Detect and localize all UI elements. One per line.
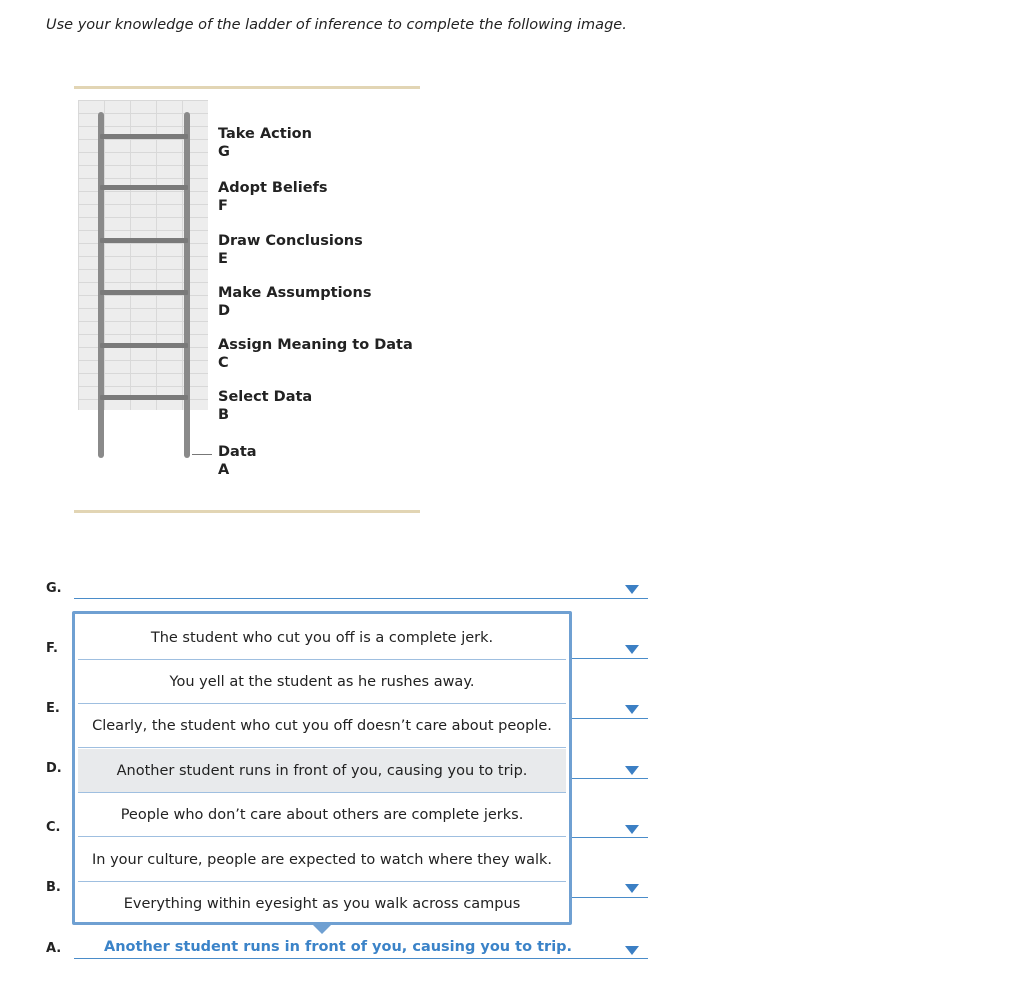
dropdown-list[interactable] (72, 611, 572, 925)
ladder-figure (74, 90, 420, 510)
dropdown-arrow-icon[interactable] (625, 645, 639, 654)
selected-answer-a[interactable]: Another student runs in front of you, causing you to trip. (104, 939, 573, 955)
figure-top-rule (74, 86, 420, 89)
dropdown-arrow-icon[interactable] (625, 766, 639, 775)
row-label-g: G. (46, 581, 62, 596)
ladder-step (218, 284, 371, 320)
dropdown-arrow-icon[interactable] (625, 825, 639, 834)
dropdown-option[interactable]: People who don’t care about others are complete jerks. (78, 793, 566, 837)
ladder-right-rail (184, 112, 190, 458)
step-letter: B (218, 407, 230, 423)
step-letter: D (218, 303, 231, 319)
dropdown-option[interactable]: Everything within eyesight as you walk across campus (123, 896, 521, 912)
ladder-rung (100, 290, 188, 295)
dropdown-arrow-icon[interactable] (625, 585, 639, 594)
answer-line-a[interactable] (74, 958, 648, 959)
row-label-c: C. (46, 820, 61, 835)
ladder-step (218, 179, 328, 215)
dropdown-option[interactable]: You yell at the student as he rushes away. (78, 660, 566, 704)
instruction-text: Use your knowledge of the ladder of inference to complete the following image. (46, 17, 627, 33)
ladder-rung (100, 185, 188, 190)
ground-line (192, 454, 212, 455)
row-label-a: A. (46, 941, 62, 956)
dropdown-arrow-icon[interactable] (625, 705, 639, 714)
ladder-left-rail (98, 112, 104, 458)
ladder-step (218, 388, 312, 424)
step-title: Draw Conclusions (218, 233, 363, 249)
row-label-f: F. (46, 641, 58, 656)
figure-bottom-rule (74, 510, 420, 513)
ladder-step (218, 443, 257, 479)
step-title: Take Action (218, 126, 312, 142)
dropdown-pointer-icon (313, 925, 331, 934)
step-title: Data (218, 444, 257, 460)
ladder-rung (100, 134, 188, 139)
dropdown-arrow-icon[interactable] (625, 884, 639, 893)
row-label-e: E. (46, 701, 60, 716)
row-label-b: B. (46, 880, 61, 895)
step-title: Assign Meaning to Data (218, 337, 413, 353)
step-letter: G (218, 144, 230, 160)
step-title: Adopt Beliefs (218, 180, 328, 196)
step-title: Select Data (218, 389, 313, 405)
ladder-rung (100, 238, 188, 243)
dropdown-option[interactable]: Clearly, the student who cut you off doesn’t care about people. (78, 704, 566, 748)
ladder-rung (100, 395, 188, 400)
step-letter: C (218, 355, 229, 371)
step-letter: F (218, 198, 228, 214)
dropdown-option-highlighted[interactable]: Another student runs in front of you, causing you to trip. (78, 749, 566, 793)
ladder-step (218, 232, 363, 268)
step-letter: A (218, 462, 230, 478)
ladder-step (218, 125, 312, 161)
ladder-rung (100, 343, 188, 348)
step-letter: E (218, 251, 228, 267)
dropdown-option[interactable]: In your culture, people are expected to watch where they walk. (78, 838, 566, 882)
step-title: Make Assumptions (218, 285, 372, 301)
answer-line-g[interactable] (74, 598, 648, 599)
row-label-d: D. (46, 761, 62, 776)
dropdown-arrow-icon[interactable] (625, 946, 639, 955)
dropdown-option[interactable]: The student who cut you off is a complete jerk. (78, 616, 566, 660)
ladder-step (218, 336, 413, 372)
